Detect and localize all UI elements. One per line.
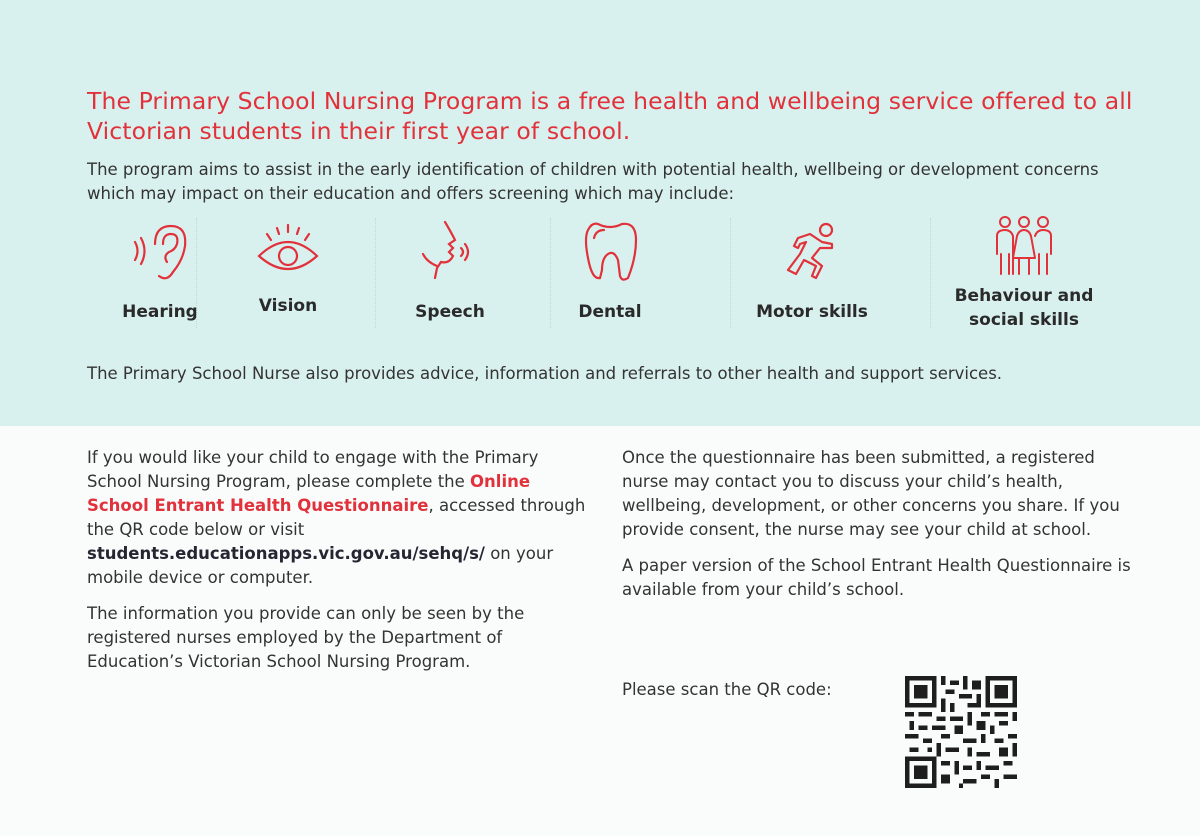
divider bbox=[196, 218, 197, 328]
also-provides-paragraph: The Primary School Nurse also provides advice, information and referrals to other health and support services. bbox=[87, 364, 1003, 383]
screening-behaviour bbox=[934, 214, 1114, 344]
divider bbox=[930, 218, 931, 328]
screening-dental bbox=[520, 214, 700, 344]
left-column bbox=[87, 446, 587, 686]
screening-motor bbox=[722, 214, 902, 344]
right-column bbox=[622, 446, 1142, 614]
eye-icon bbox=[253, 220, 323, 280]
screening-label: Behaviour and social skills bbox=[954, 286, 1094, 330]
screening-label: Speech bbox=[415, 302, 485, 322]
after-submission-paragraph: Once the questionnaire has been submitted, a registered nurse may contact you to discuss your child’s health, wellbeing, development, or other concerns you share. If you provide consent, the nurse may see your child at school. bbox=[622, 448, 1120, 539]
screening-speech bbox=[360, 214, 540, 344]
questionnaire-paragraph bbox=[87, 446, 587, 590]
text: If you would like your child to engage with the Primary School Nursing Program, please complete the bbox=[87, 448, 539, 491]
tooth-icon bbox=[580, 218, 640, 284]
screening-label: Dental bbox=[578, 302, 642, 322]
screening-label: Hearing bbox=[122, 302, 198, 322]
screening-label: Vision bbox=[258, 296, 318, 316]
intro-paragraph: The program aims to assist in the early identification of children with potential health, wellbeing or development concerns which may impact on their education and offers screening which may include: bbox=[87, 160, 1099, 203]
text: on your mobile device or computer. bbox=[87, 544, 554, 587]
screening-label: Motor skills bbox=[756, 302, 868, 322]
website-url-link[interactable]: students.educationapps.vic.gov.au/sehq/s/ bbox=[87, 544, 485, 563]
qr-code-icon[interactable] bbox=[905, 676, 1017, 788]
screening-icons-row bbox=[70, 214, 1150, 344]
scan-qr-label: Please scan the QR code: bbox=[622, 680, 832, 699]
paper-version-paragraph: A paper version of the School Entrant Health Questionnaire is available from your child’s school. bbox=[622, 556, 1131, 599]
speaking-face-icon bbox=[415, 218, 485, 284]
ear-icon bbox=[125, 220, 195, 284]
headline: The Primary School Nursing Program is a free health and wellbeing service offered to all Victorian students in their first year of school. bbox=[87, 87, 1133, 145]
text: , accessed through the QR code below or visit bbox=[87, 496, 586, 539]
privacy-paragraph: The information you provide can only be seen by the registered nurses employed by the Department of Education’s Victorian School Nursing Program. bbox=[87, 604, 525, 671]
running-person-icon bbox=[780, 218, 844, 284]
questionnaire-link[interactable]: Online School Entrant Health Questionnaire bbox=[87, 472, 531, 515]
screening-vision bbox=[198, 214, 378, 344]
group-people-icon bbox=[989, 214, 1059, 276]
